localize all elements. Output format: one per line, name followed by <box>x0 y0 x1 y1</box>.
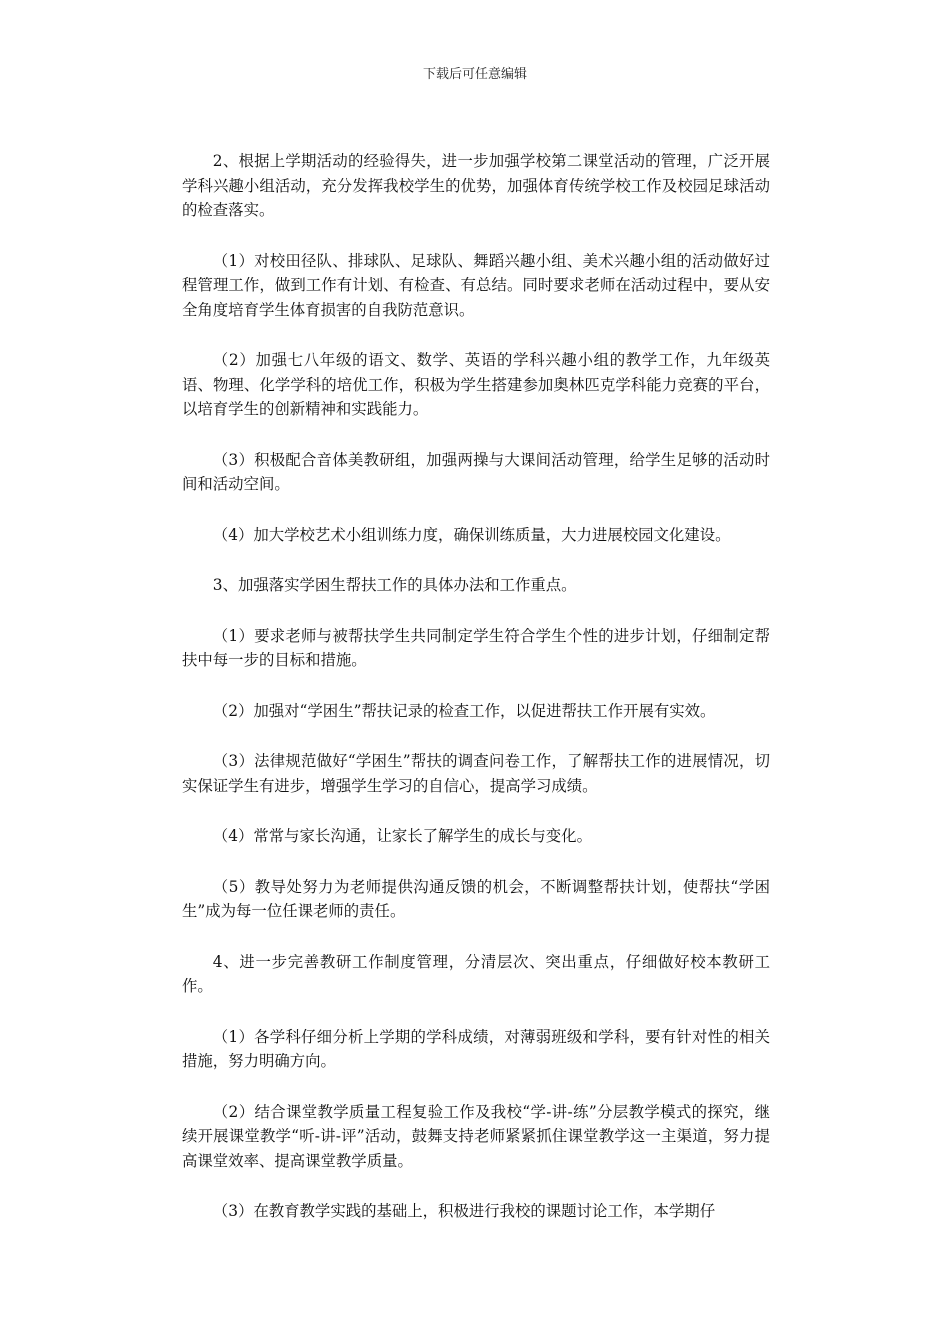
paragraph-5: （4）加大学校艺术小组训练力度，确保训练质量，大力进展校园文化建设。 <box>212 525 731 544</box>
paragraph-11: （5）教导处努力为老师提供沟通反馈的机会，不断调整帮扶计划，使帮扶“学困生”成为每一位任课老师的责任。 <box>182 877 770 920</box>
paragraph-1: 2、根据上学期活动的经验得失，进一步加强学校第二课堂活动的管理，广泛开展学科兴趣小组活动，充分发挥我校学生的优势，加强体育传统学校工作及校园足球活动的检查落实。 <box>182 152 770 219</box>
paragraph-13: （1）各学科仔细分析上学期的学科成绩，对薄弱班级和学科，要有针对性的相关措施，努力明确方向。 <box>182 1027 770 1070</box>
paragraph-9: （3）法律规范做好“学困生”帮扶的调查问卷工作，了解帮扶工作的进展情况，切实保证学生有进步，增强学生学习的自信心，提高学习成绩。 <box>182 752 770 795</box>
paragraph-3: （2）加强七八年级的语文、数学、英语的学科兴趣小组的教学工作，九年级英语、物理、化学学科的培优工作，积极为学生搭建参加奥林匹克学科能力竞赛的平台，以培育学生的创新精神和实践能力。 <box>182 351 770 418</box>
paragraph-15: （3）在教育教学实践的基础上，积极进行我校的课题讨论工作，本学期仔 <box>212 1202 716 1220</box>
page-header: 下载后可任意编辑 <box>422 67 527 82</box>
document-body <box>182 149 770 1250</box>
paragraph-4: （3）积极配合音体美教研组，加强两操与大课间活动管理，给学生足够的活动时间和活动空间。 <box>182 450 770 493</box>
paragraph-6: 3、加强落实学困生帮扶工作的具体办法和工作重点。 <box>212 576 577 594</box>
paragraph-7: （1）要求老师与被帮扶学生共同制定学生符合学生个性的进步计划，仔细制定帮扶中每一步的目标和措施。 <box>182 626 770 669</box>
paragraph-8: （2）加强对“学困生”帮扶记录的检查工作，以促进帮扶工作开展有实效。 <box>212 701 716 720</box>
paragraph-14: （2）结合课堂教学质量工程复验工作及我校“学-讲-练”分层教学模式的探究，继续开展课堂教学“听-讲-评”活动，鼓舞支持老师紧紧抓住课堂教学这一主渠道，努力提高课堂效率、提高课堂教学质量。 <box>182 1102 770 1170</box>
paragraph-12: 4、进一步完善教研工作制度管理，分清层次、突出重点，仔细做好校本教研工作。 <box>182 952 770 995</box>
paragraph-10: （4）常常与家长沟通，让家长了解学生的成长与变化。 <box>212 827 592 845</box>
paragraph-2: （1）对校田径队、排球队、足球队、舞蹈兴趣小组、美术兴趣小组的活动做好过程管理工作，做到工作有计划、有检查、有总结。同时要求老师在活动过程中，要从安全角度培育学生体育损害的自我防范意识。 <box>182 251 770 319</box>
